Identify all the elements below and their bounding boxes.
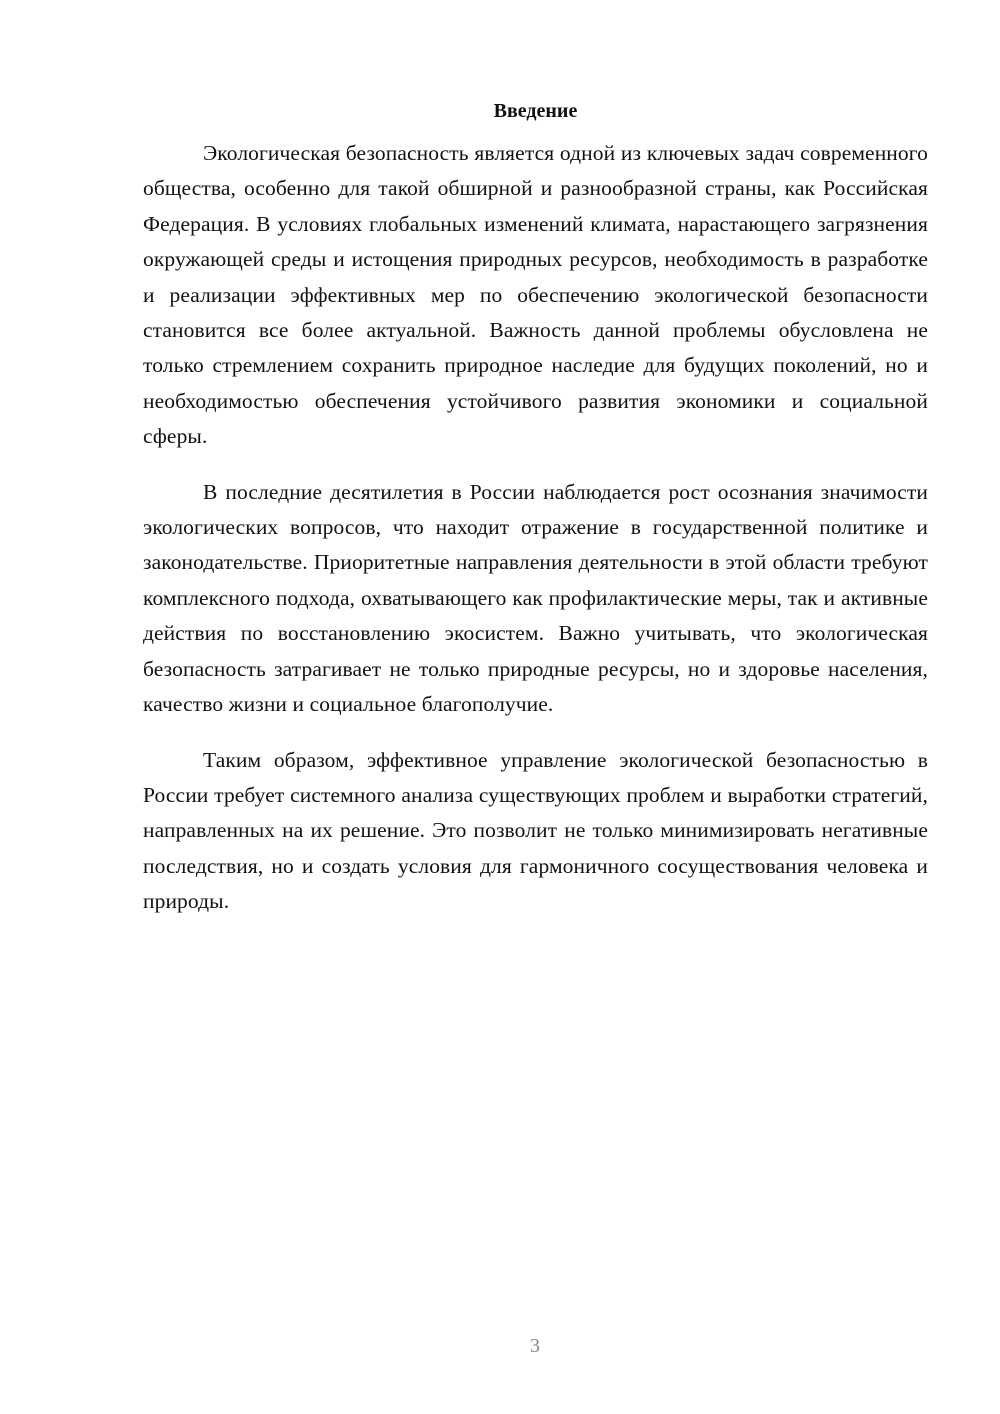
section-title: Введение bbox=[493, 100, 578, 122]
paragraph-3: Таким образом, эффективное управление экологической безопасностью в России требует системного анализа существующих проблем и выработки стратегий, направленных на их решение. Это позволит не только минимизировать негативные последствия, но и создать условия для гармоничного сосуществования человека и природы. bbox=[143, 747, 928, 914]
paragraph-1: Экологическая безопасность является одной из ключевых задач современного общества, особенно для такой обширной и разнообразной страны, как Российская Федерация. В условиях глобальных изменений климата, нарастающего загрязнения окружающей среды и истощения природных ресурсов, необходимость в разработке и реализации эффективных мер по обеспечению экологической безопасности становится все более актуальной. Важность данной проблемы обусловлена не только стремлением сохранить природное наследие для будущих поколений, но и необходимостью обеспечения устойчивого развития экономики и социальной сферы. bbox=[143, 141, 928, 449]
document-content bbox=[143, 96, 928, 940]
page-number: 3 bbox=[530, 1335, 540, 1357]
paragraph-2: В последние десятилетия в России наблюдается рост осознания значимости экологических вопросов, что находит отражение в государственной политике и законодательстве. Приоритетные направления деятельности в этой области требуют комплексного подхода, охватывающего как профилактические меры, так и активные действия по восстановлению экосистем. Важно учитывать, что экологическая безопасность затрагивает не только природные ресурсы, но и здоровье населения, качество жизни и социальное благополучие. bbox=[143, 479, 928, 717]
